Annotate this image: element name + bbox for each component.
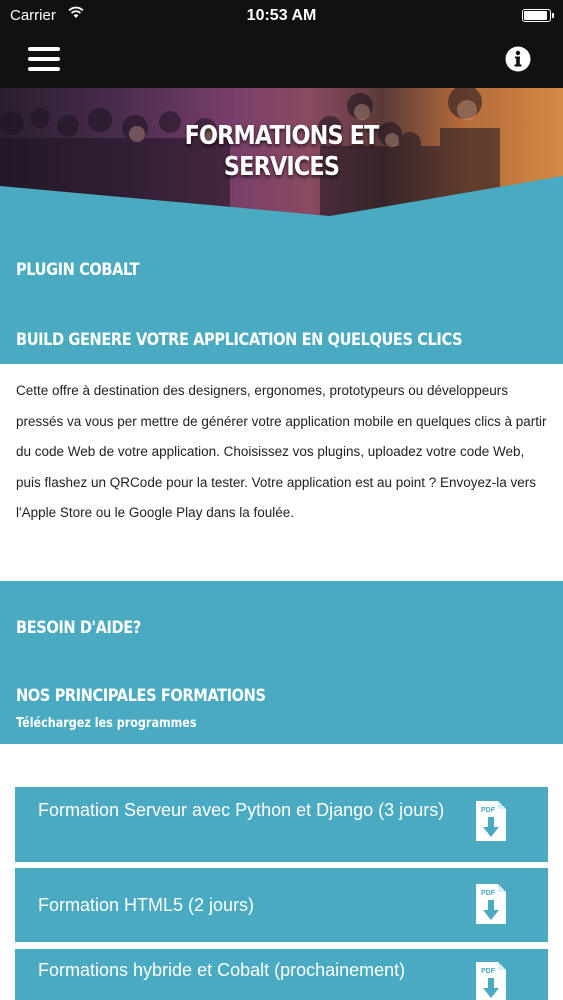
- formations-heading: NOS PRINCIPALES FORMATIONS: [16, 686, 266, 706]
- section-subheading: BUILD GENERE VOTRE APPLICATION EN QUELQUES CLICS: [16, 330, 463, 350]
- nav-bar: [0, 32, 563, 88]
- formation-label: Formation HTML5 (2 jours): [38, 895, 255, 915]
- pdf-download-icon[interactable]: [474, 961, 508, 1000]
- info-icon[interactable]: [504, 45, 532, 73]
- page-title: FORMATIONS ET SERVICES: [184, 121, 379, 182]
- svg-text:PDF: PDF: [481, 807, 495, 814]
- offer-description: Cette offre à destination des designers, ergonomes, prototypeurs ou développeurs pressés va vous per mettre de générer votre application mobile en quelques clics à partir du code Web de votre application. Choisissez vos plugins, uploadez votre code Web, puis flashez un QRCode pour la tester. Votre application est au point ? Envoyez-la vers l'Apple Store ou le Google Play dans la foulée.: [16, 383, 547, 520]
- hamburger-menu-icon[interactable]: [28, 46, 60, 72]
- status-bar: [0, 0, 563, 32]
- section-heading: PLUGIN COBALT: [16, 260, 140, 280]
- download-caption: Téléchargez les programmes: [16, 716, 197, 731]
- help-heading: BESOIN D'AIDE?: [16, 618, 141, 638]
- formation-item-hybride-cobalt[interactable]: [15, 949, 548, 1000]
- formation-label: Formation Serveur avec Python et Django (3 jours): [38, 800, 445, 820]
- pdf-download-icon[interactable]: [474, 883, 508, 925]
- formation-label: Formations hybride et Cobalt (prochainement): [38, 960, 406, 980]
- help-section: [0, 581, 563, 744]
- clock: 10:53 AM: [246, 7, 317, 24]
- svg-text:PDF: PDF: [481, 890, 495, 897]
- hero-wave: [0, 88, 563, 228]
- carrier-label: Carrier: [10, 7, 56, 24]
- hero-banner: [0, 88, 563, 228]
- pdf-download-icon[interactable]: [474, 800, 508, 842]
- svg-text:PDF: PDF: [481, 968, 495, 975]
- battery-icon: [522, 9, 551, 22]
- plugin-cobalt-section: [0, 228, 563, 364]
- formation-item-python-django[interactable]: [15, 787, 548, 862]
- formation-item-html5[interactable]: [15, 868, 548, 942]
